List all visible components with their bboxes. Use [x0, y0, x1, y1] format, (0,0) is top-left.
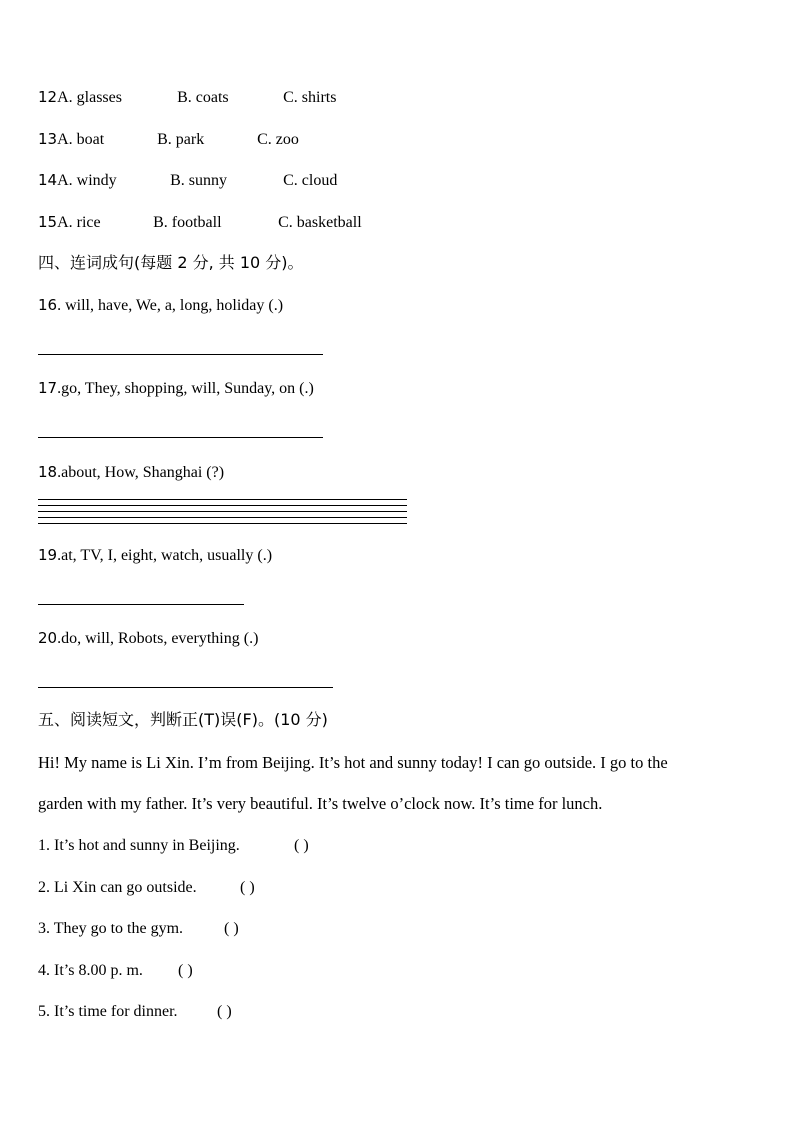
tf-statement-2: [38, 878, 255, 898]
answer-line[interactable]: [38, 437, 323, 438]
option-b: B. park: [157, 131, 205, 148]
word-list: .about, How, Shanghai (?): [57, 464, 225, 481]
choice-question-15: [38, 212, 362, 233]
answer-line[interactable]: [38, 505, 407, 506]
question-number: 14: [38, 171, 58, 189]
answer-line[interactable]: [38, 523, 407, 524]
section-5-title: 五、阅读短文，判断正(T)误(F)。(10 分): [38, 710, 328, 729]
answer-blank[interactable]: ( ): [217, 1003, 232, 1020]
answer-line[interactable]: [38, 511, 407, 512]
word-list: .do, will, Robots, everything (.): [57, 630, 259, 647]
statement-text: 5. It’s time for dinner.: [38, 1003, 178, 1020]
statement-text: 2. Li Xin can go outside.: [38, 879, 197, 896]
question-number: 19: [38, 546, 58, 564]
tf-statement-4: [38, 961, 193, 981]
option-a: A. glasses: [57, 89, 122, 106]
answer-blank[interactable]: ( ): [240, 879, 255, 896]
word-list: . will, have, We, a, long, holiday (.): [57, 297, 284, 314]
word-list: .go, They, shopping, will, Sunday, on (.): [57, 380, 314, 397]
statement-text: 4. It’s 8.00 p. m.: [38, 962, 143, 979]
option-a: A. windy: [57, 172, 117, 189]
answer-line[interactable]: [38, 687, 333, 688]
sentence-item-19: [38, 545, 272, 566]
sentence-item-16: [38, 295, 283, 316]
option-c: C. zoo: [257, 131, 299, 148]
answer-blank[interactable]: ( ): [224, 920, 239, 937]
option-b: B. football: [153, 214, 222, 231]
option-c: C. shirts: [283, 89, 337, 106]
question-number: 20: [38, 629, 58, 647]
answer-blank[interactable]: ( ): [178, 962, 193, 979]
sentence-item-20: [38, 628, 258, 649]
question-number: 18: [38, 463, 58, 481]
answer-line[interactable]: [38, 517, 407, 518]
question-number: 16: [38, 296, 58, 314]
choice-question-14: [38, 170, 337, 191]
answer-line[interactable]: [38, 354, 323, 355]
passage-line-1: Hi! My name is Li Xin. I’m from Beijing. It’s hot and sunny today! I can go outside. I go to the: [38, 753, 668, 772]
option-a: A. rice: [57, 214, 101, 231]
answer-line[interactable]: [38, 604, 244, 605]
question-number: 17: [38, 379, 58, 397]
answer-line[interactable]: [38, 499, 407, 500]
choice-question-12: [38, 87, 336, 108]
word-list: .at, TV, I, eight, watch, usually (.): [57, 547, 273, 564]
option-a: A. boat: [57, 131, 105, 148]
statement-text: 3. They go to the gym.: [38, 920, 184, 937]
answer-blank[interactable]: ( ): [294, 837, 309, 854]
choice-question-13: [38, 129, 299, 150]
sentence-item-17: [38, 378, 314, 399]
option-c: C. cloud: [283, 172, 338, 189]
section-4-title: 四、连词成句(每题 2 分, 共 10 分)。: [38, 253, 304, 272]
passage-line-2: garden with my father. It’s very beautiful. It’s twelve o’clock now. It’s time for lunch.: [38, 794, 603, 813]
question-number: 15: [38, 213, 58, 231]
tf-statement-1: [38, 836, 309, 856]
question-number: 13: [38, 130, 58, 148]
option-c: C. basketball: [278, 214, 362, 231]
statement-text: 1. It’s hot and sunny in Beijing.: [38, 837, 240, 854]
option-b: B. coats: [177, 89, 229, 106]
sentence-item-18: [38, 462, 224, 483]
tf-statement-3: [38, 919, 239, 939]
question-number: 12: [38, 88, 58, 106]
option-b: B. sunny: [170, 172, 227, 189]
tf-statement-5: [38, 1002, 232, 1022]
